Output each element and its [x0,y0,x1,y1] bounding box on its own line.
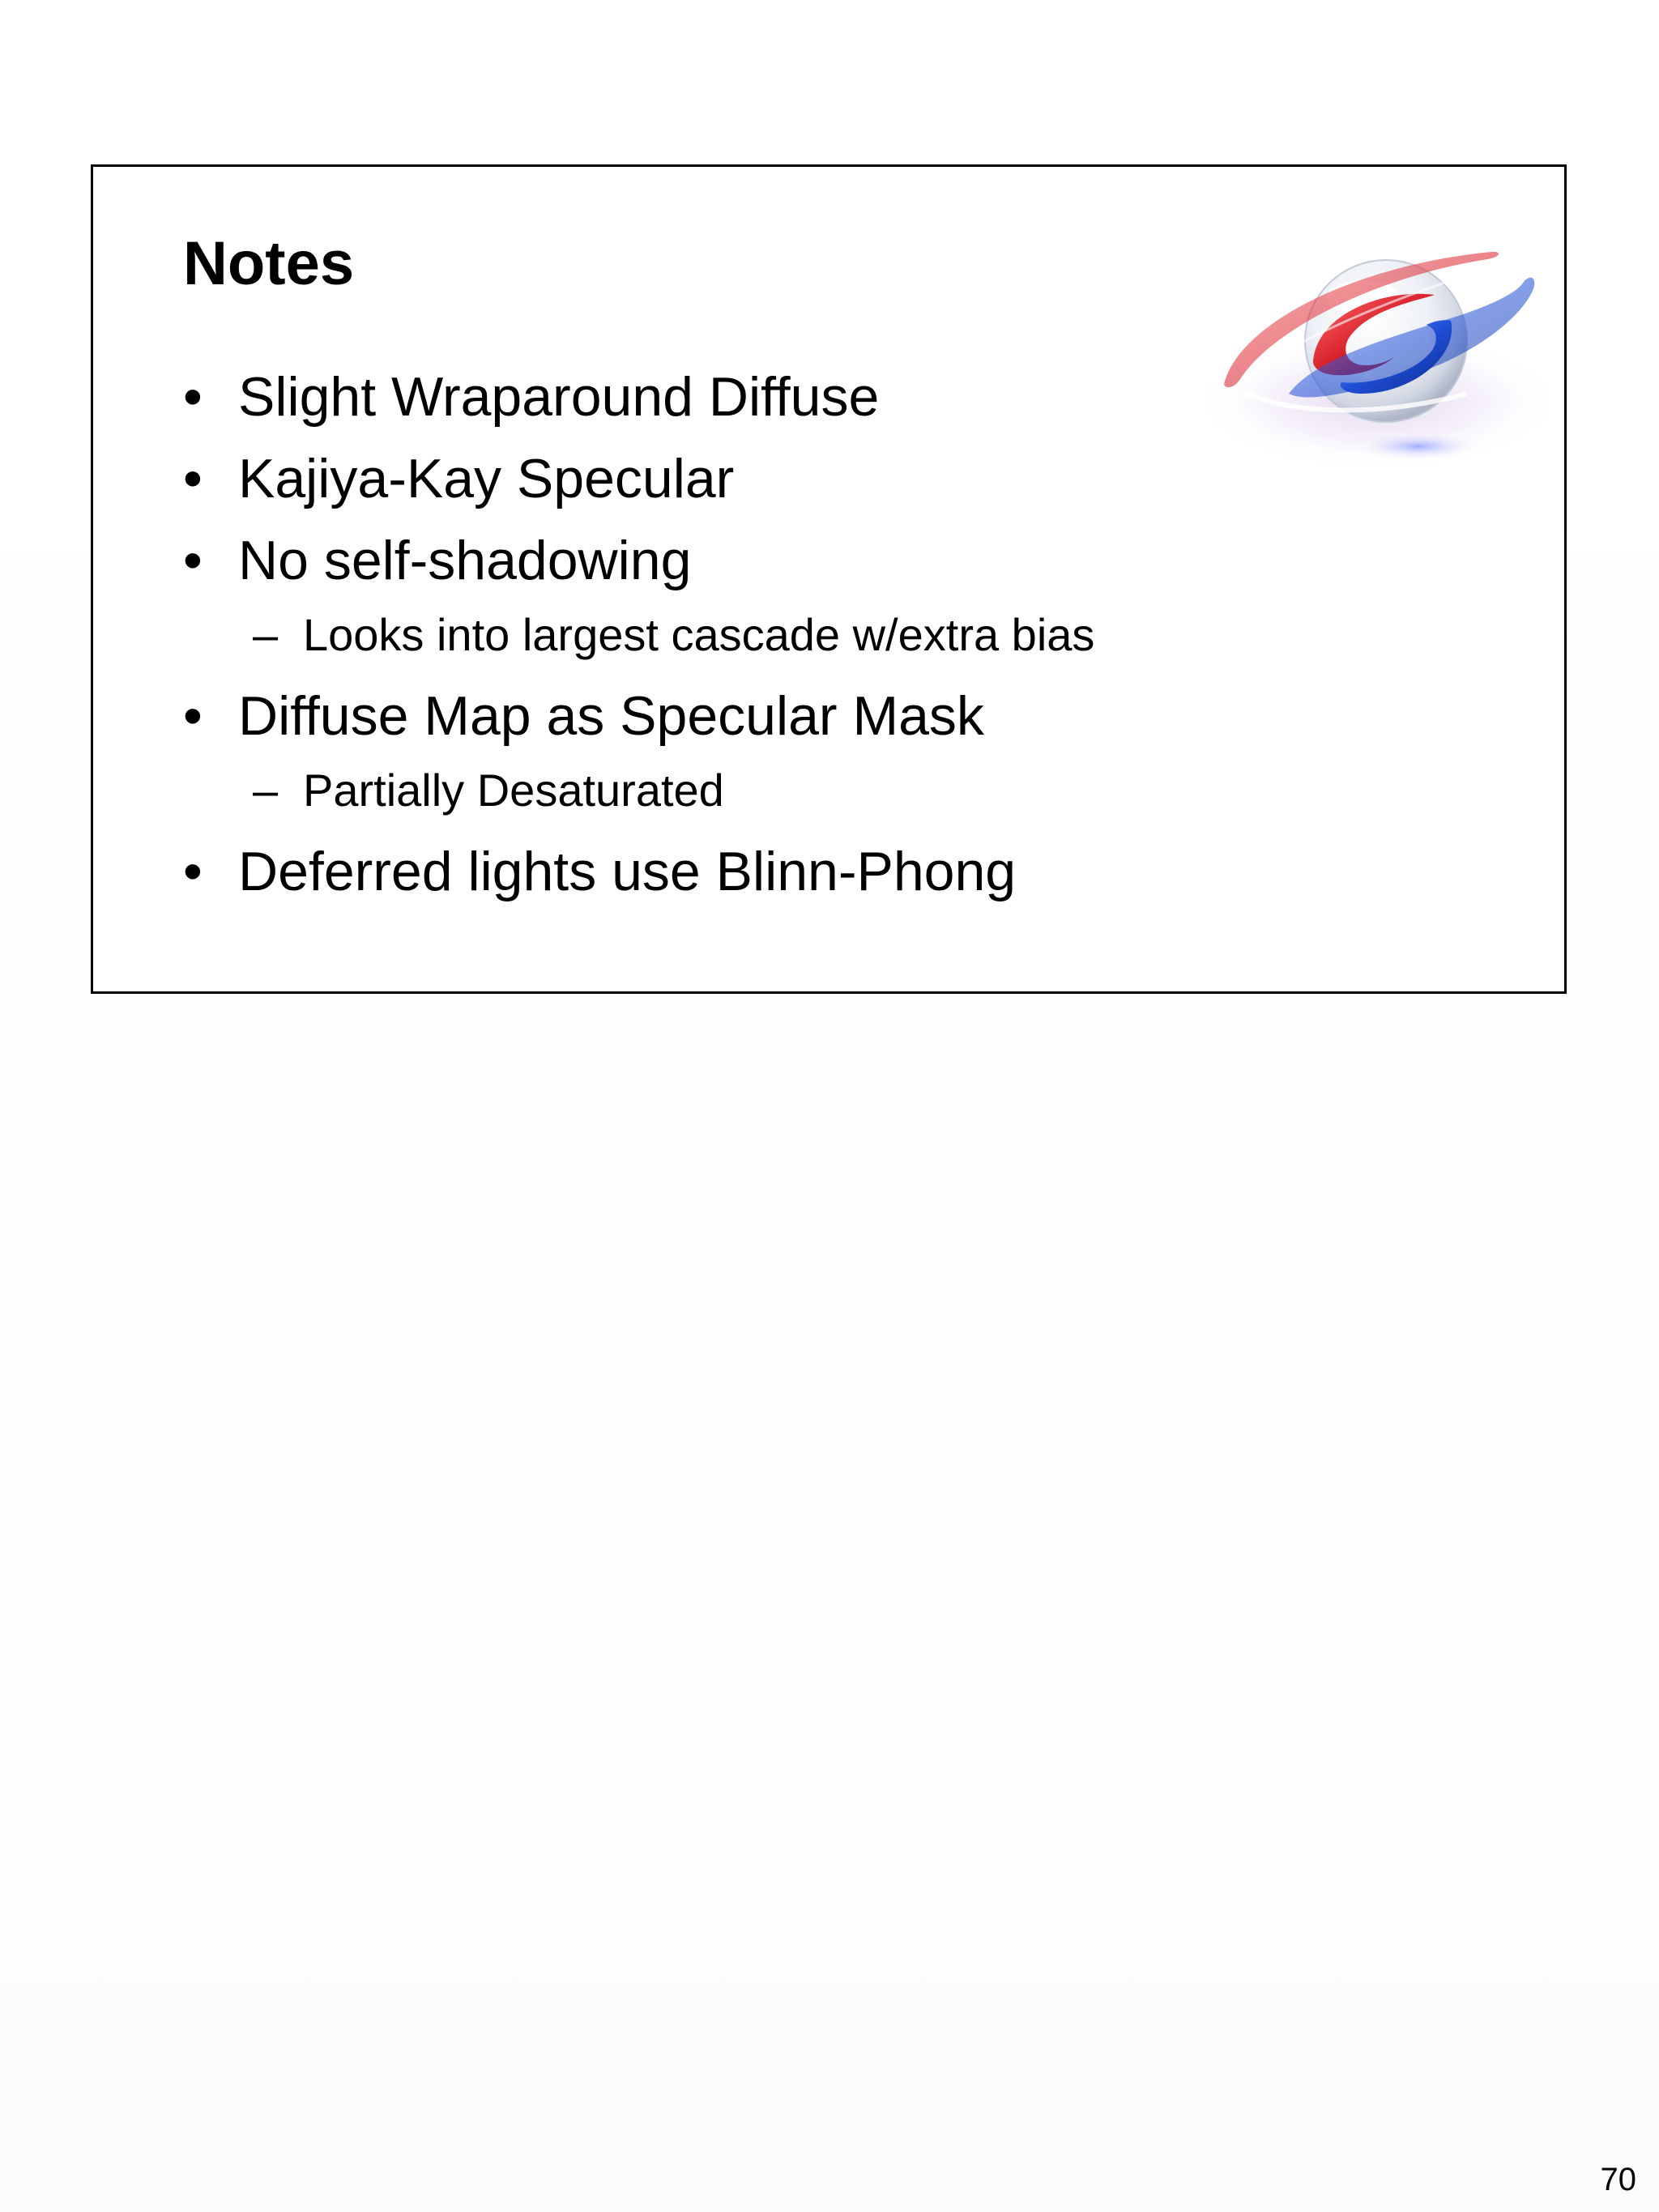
sub-bullet-item: – Looks into largest cascade w/extra bias [183,612,1094,658]
swirl-globe-logo-icon [1175,199,1564,475]
slide-frame [91,164,1567,994]
page-number: 70 [1600,2162,1636,2197]
sub-bullet-item: – Partially Desaturated [183,768,1094,813]
bullet-item: • Kajiya-Kay Specular [183,451,1094,506]
bullet-item: • Diffuse Map as Specular Mask [183,688,1094,744]
bullet-item: • No self-shadowing [183,533,1094,588]
slide-title: Notes [183,229,355,298]
bullet-item: • Slight Wraparound Diffuse [183,369,1094,424]
bullet-item: • Deferred lights use Blinn-Phong [183,844,1094,899]
bullet-list [183,366,1095,926]
